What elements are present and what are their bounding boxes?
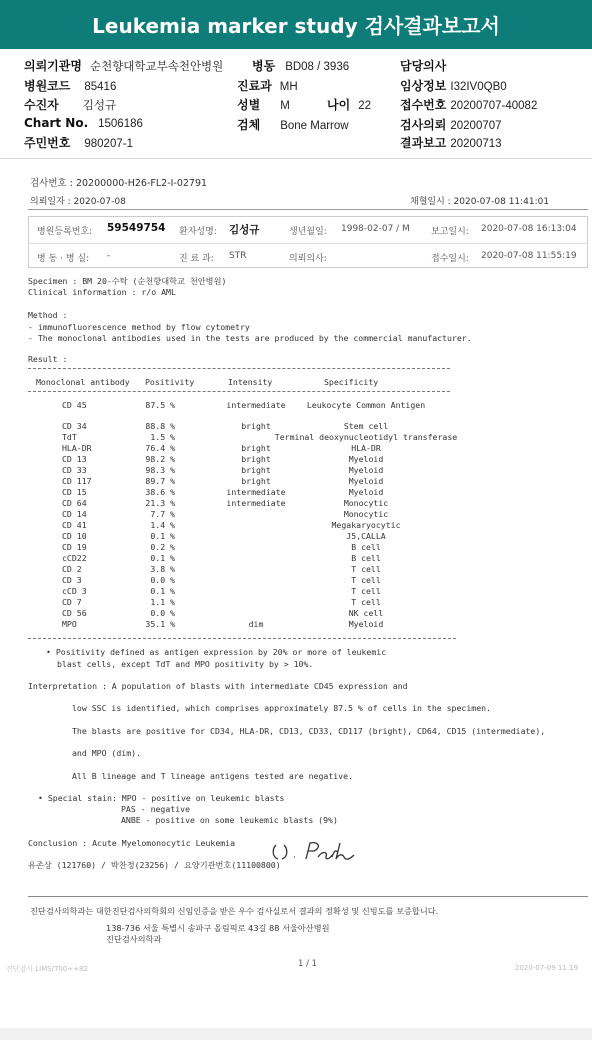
antibody-cell: CD 117 [62, 476, 92, 486]
antibody-cell: CD 33 [62, 465, 87, 475]
table-bottom-rule [28, 638, 456, 639]
positivity-cell: 0.0 % [150, 608, 175, 618]
scanned-report [0, 158, 592, 1028]
doctor-field [400, 57, 446, 74]
rrn-label: 주민번호 [24, 136, 71, 150]
ward-room-label: 병 동 · 병 실: [37, 254, 90, 264]
specificity-cell: B cell [351, 542, 381, 552]
request-label: 검사의뢰 [400, 118, 447, 132]
age-field [327, 96, 371, 113]
positivity-cell: 1.4 % [150, 520, 175, 530]
sex-field [237, 96, 290, 113]
intensity-cell: intermediate [226, 400, 286, 410]
name-value: 김성규 [229, 224, 260, 236]
specimen-line: Specimen : BM 20-수탁 (순천향대학교 천안병원) [28, 276, 227, 286]
dob-value: 1998-02-07 / M [341, 224, 410, 234]
certification-text: 진단검사의학과는 대한진단검사의학회의 신임인증을 받은 우수 검사실로서 결과의 정확성 및 신빙도를 보증합니다. [30, 906, 439, 916]
intensity-cell: bright [241, 454, 271, 464]
specificity-cell: Myeloid [348, 465, 384, 475]
divider [28, 209, 588, 210]
collect-date: 채혈일시 : 2020-07-08 11:41:01 [410, 197, 550, 207]
dept-field [237, 77, 298, 94]
receipt-dt-label: 접수일시: [431, 254, 469, 264]
table-row [0, 542, 592, 553]
report-dt-label: 보고일시: [431, 227, 469, 237]
table-row [0, 421, 592, 432]
clinical-info-label: 임상정보 [400, 79, 447, 93]
specificity-cell: T cell [351, 586, 381, 596]
intensity-cell: bright [241, 443, 271, 453]
antibody-cell: CD 15 [62, 487, 87, 497]
method-line-1: - immunofluorescence method by flow cytometry [28, 322, 250, 332]
ward-room-value: - [107, 251, 111, 261]
positivity-cell: 76.4 % [145, 443, 175, 453]
age-label: 나이 [327, 98, 351, 112]
antibody-cell: MPO [62, 619, 77, 629]
col-antibody: Monoclonal antibody [36, 377, 130, 387]
positivity-cell: 89.7 % [145, 476, 175, 486]
specificity-cell: Monocytic [343, 509, 389, 519]
table-row [0, 531, 592, 542]
positivity-cell: 3.8 % [150, 564, 175, 574]
table-header-rule [28, 391, 450, 392]
chart-no-field [24, 116, 143, 130]
ward-label: 병동 [252, 59, 276, 73]
specificity-cell: Terminal deoxynucleotidyl transferase [274, 432, 458, 442]
stain-line-2: PAS - negative [121, 804, 191, 814]
receipt-no-field [400, 96, 537, 113]
specificity-cell: Megakaryocytic [331, 520, 401, 530]
intensity-cell: intermediate [226, 498, 286, 508]
dept-value: MH [279, 81, 298, 93]
specificity-cell: NK cell [348, 608, 384, 618]
signature-image [270, 839, 360, 863]
exam-number: 검사번호 : 20200000-H26-FL2-I-02791 [30, 178, 208, 189]
specificity-cell: Myeloid [348, 454, 384, 464]
page-indicator: 1 / 1 [298, 959, 318, 969]
positivity-cell: 0.0 % [150, 575, 175, 585]
report-date-value: 20200713 [450, 138, 502, 150]
antibody-cell: TdT [62, 432, 77, 442]
table-row [0, 400, 592, 411]
positivity-cell: 21.3 % [145, 498, 175, 508]
report-header [0, 0, 592, 52]
col-intensity: Intensity [228, 377, 273, 387]
receipt-dt-value: 2020-07-08 11:55:19 [481, 251, 577, 261]
positivity-cell: 0.2 % [150, 542, 175, 552]
dept-label: 진료과 [237, 79, 272, 93]
reg-no-value: 59549754 [107, 222, 166, 234]
footnote-line-1: • Positivity defined as antigen expression by 20% or more of leukemic [46, 647, 387, 657]
table-row [0, 465, 592, 476]
name-label: 환자성명: [179, 227, 217, 237]
antibody-cell: HLA-DR [62, 443, 92, 453]
antibody-cell: CD 19 [62, 542, 87, 552]
clinical-info-value: I32IV0QB0 [450, 81, 507, 93]
col-specificity: Specificity [324, 377, 379, 387]
interpretation-line-5: All B lineage and T lineage antigens tested are negative. [72, 771, 353, 781]
signers: 유존상 (121760) / 박찬정(23256) / 요양기관번호(11100800) [28, 860, 281, 870]
table-top-rule [28, 368, 450, 369]
positivity-cell: 98.3 % [145, 465, 175, 475]
result-title: Result : [28, 354, 68, 364]
rrn-field [24, 134, 133, 151]
antibody-cell: CD 2 [62, 564, 82, 574]
receipt-no-label: 접수번호 [400, 98, 447, 112]
request-value: 20200707 [450, 120, 502, 132]
col-positivity: Positivity [145, 377, 195, 387]
table-row [0, 608, 592, 619]
interpretation-line-1: Interpretation : A population of blasts with intermediate CD45 expression and [28, 681, 408, 691]
specificity-cell: T cell [351, 597, 381, 607]
positivity-cell: 35.1 % [145, 619, 175, 629]
conclusion: Conclusion : Acute Myelomonocytic Leukemia [28, 838, 236, 848]
antibody-cell: CD 10 [62, 531, 87, 541]
interpretation-line-3: The blasts are positive for CD34, HLA-DR, CD13, CD33, CD117 (bright), CD64, CD15 (intermediate), [72, 726, 546, 736]
institution-label: 의뢰기관명 [24, 59, 82, 73]
antibody-cell: cCD 3 [62, 586, 87, 596]
intensity-cell: bright [241, 476, 271, 486]
positivity-cell: 88.8 % [145, 421, 175, 431]
chart-no-value: 1506186 [98, 118, 143, 130]
rrn-value: 980207-1 [84, 138, 133, 150]
chart-no-label: Chart No. [24, 116, 89, 130]
dept-label-doc: 진 료 과: [179, 254, 214, 264]
footer-left-watermark: 진단검사 LIMS/T00++82 [6, 965, 88, 973]
table-row [0, 443, 592, 454]
footer-rule [28, 896, 588, 897]
hospital-code-field [24, 77, 116, 94]
table-row [0, 619, 592, 630]
reg-no-label: 병원등록번호: [37, 227, 93, 237]
intensity-cell: bright [241, 421, 271, 431]
method-line-2: - The monoclonal antibodies used in the tests are produced by the commercial manufacturer. [28, 333, 472, 343]
antibody-cell: CD 3 [62, 575, 82, 585]
antibody-cell: CD 56 [62, 608, 87, 618]
specificity-cell: Myeloid [348, 619, 384, 629]
antibody-cell: CD 64 [62, 498, 87, 508]
table-row [0, 586, 592, 597]
table-row [0, 553, 592, 564]
specificity-cell: Myeloid [348, 476, 384, 486]
table-row [0, 597, 592, 608]
table-row [0, 432, 592, 443]
report-title: Leukemia marker study 검사결과보고서 [92, 14, 500, 38]
positivity-cell: 1.5 % [150, 432, 175, 442]
stain-line-1: • Special stain: MPO - positive on leukemic blasts [38, 793, 285, 803]
specificity-cell: Leukocyte Common Antigen [306, 400, 426, 410]
report-date-label: 결과보고 [400, 136, 447, 150]
table-row [0, 575, 592, 586]
positivity-cell: 0.1 % [150, 531, 175, 541]
specimen-field [237, 116, 349, 133]
table-row [0, 564, 592, 575]
antibody-cell: CD 34 [62, 421, 87, 431]
antibody-cell: CD 45 [62, 400, 87, 410]
patient-value: 김성규 [82, 100, 117, 112]
specimen-label: 검체 [237, 118, 261, 132]
clinical-line: Clinical information : r/o AML [28, 287, 176, 297]
table-row [0, 520, 592, 531]
table-row [0, 498, 592, 509]
footnote-line-2: blast cells, except TdT and MPO positivity by > 10%. [57, 659, 314, 669]
positivity-cell: 0.1 % [150, 553, 175, 563]
sex-value: M [280, 100, 290, 112]
address: 138-736 서울 특별시 송파구 올림픽로 43길 88 서울아산병원 [106, 923, 330, 933]
dob-label: 생년월일: [289, 227, 327, 237]
antibody-cell: CD 41 [62, 520, 87, 530]
antibody-cell: CD 7 [62, 597, 82, 607]
table-row [0, 487, 592, 498]
table-row [0, 509, 592, 520]
antibody-cell: cCD22 [62, 553, 87, 563]
clinical-info-field [400, 77, 507, 94]
specimen-value: Bone Marrow [280, 120, 349, 132]
age-value: 22 [358, 100, 371, 112]
report-date-field [400, 134, 502, 151]
positivity-cell: 98.2 % [145, 454, 175, 464]
specificity-cell: Stem cell [343, 421, 389, 431]
hospital-code-label: 병원코드 [24, 79, 71, 93]
table-row [0, 476, 592, 487]
receipt-no-value: 20200707-40082 [450, 100, 538, 112]
intensity-cell: dim [248, 619, 264, 629]
positivity-cell: 87.5 % [145, 400, 175, 410]
patient-label: 수진자 [24, 98, 59, 112]
ward-value: BD08 / 3936 [285, 61, 350, 73]
positivity-cell: 38.6 % [145, 487, 175, 497]
specificity-cell: Monocytic [343, 498, 389, 508]
dept-value-doc: STR [229, 251, 247, 261]
page-bottom-bar [0, 1028, 592, 1040]
request-field [400, 116, 502, 133]
request-date: 의뢰일자 : 2020-07-08 [30, 197, 126, 207]
table-row [0, 454, 592, 465]
dept-name: 진단검사의학과 [106, 934, 162, 944]
intensity-cell: intermediate [226, 487, 286, 497]
intensity-cell: bright [241, 465, 271, 475]
specificity-cell: HLA-DR [351, 443, 381, 453]
interpretation-line-4: and MPO (dim). [72, 748, 142, 758]
institution-field [24, 57, 223, 74]
report-dt-value: 2020-07-08 16:13:04 [481, 224, 577, 234]
positivity-cell: 1.1 % [150, 597, 175, 607]
interpretation-line-2: low SSC is identified, which comprises approximately 87.5 % of cells in the specimen. [72, 703, 491, 713]
positivity-cell: 0.1 % [150, 586, 175, 596]
institution-value: 순천향대학교부속천안병원 [89, 61, 224, 73]
method-title: Method : [28, 310, 68, 320]
specificity-cell: B cell [351, 553, 381, 563]
sex-label: 성별 [237, 98, 261, 112]
positivity-cell: 7.7 % [150, 509, 175, 519]
specificity-cell: T cell [351, 564, 381, 574]
footer-right-watermark: 2020-07-09 11:19 [515, 964, 579, 972]
hospital-code-value: 85416 [84, 81, 117, 93]
ward-field [252, 57, 349, 74]
doctor-label: 담당의사 [400, 59, 447, 73]
patient-field [24, 96, 116, 113]
antibody-cell: CD 14 [62, 509, 87, 519]
specificity-cell: J5,CALLA [346, 531, 386, 541]
stain-line-3: ANBE - positive on some leukemic blasts (9%) [121, 815, 338, 825]
patient-box [28, 216, 588, 268]
physician-label: 의뢰의사: [289, 254, 327, 264]
specificity-cell: Myeloid [348, 487, 384, 497]
antibody-cell: CD 13 [62, 454, 87, 464]
specificity-cell: T cell [351, 575, 381, 585]
